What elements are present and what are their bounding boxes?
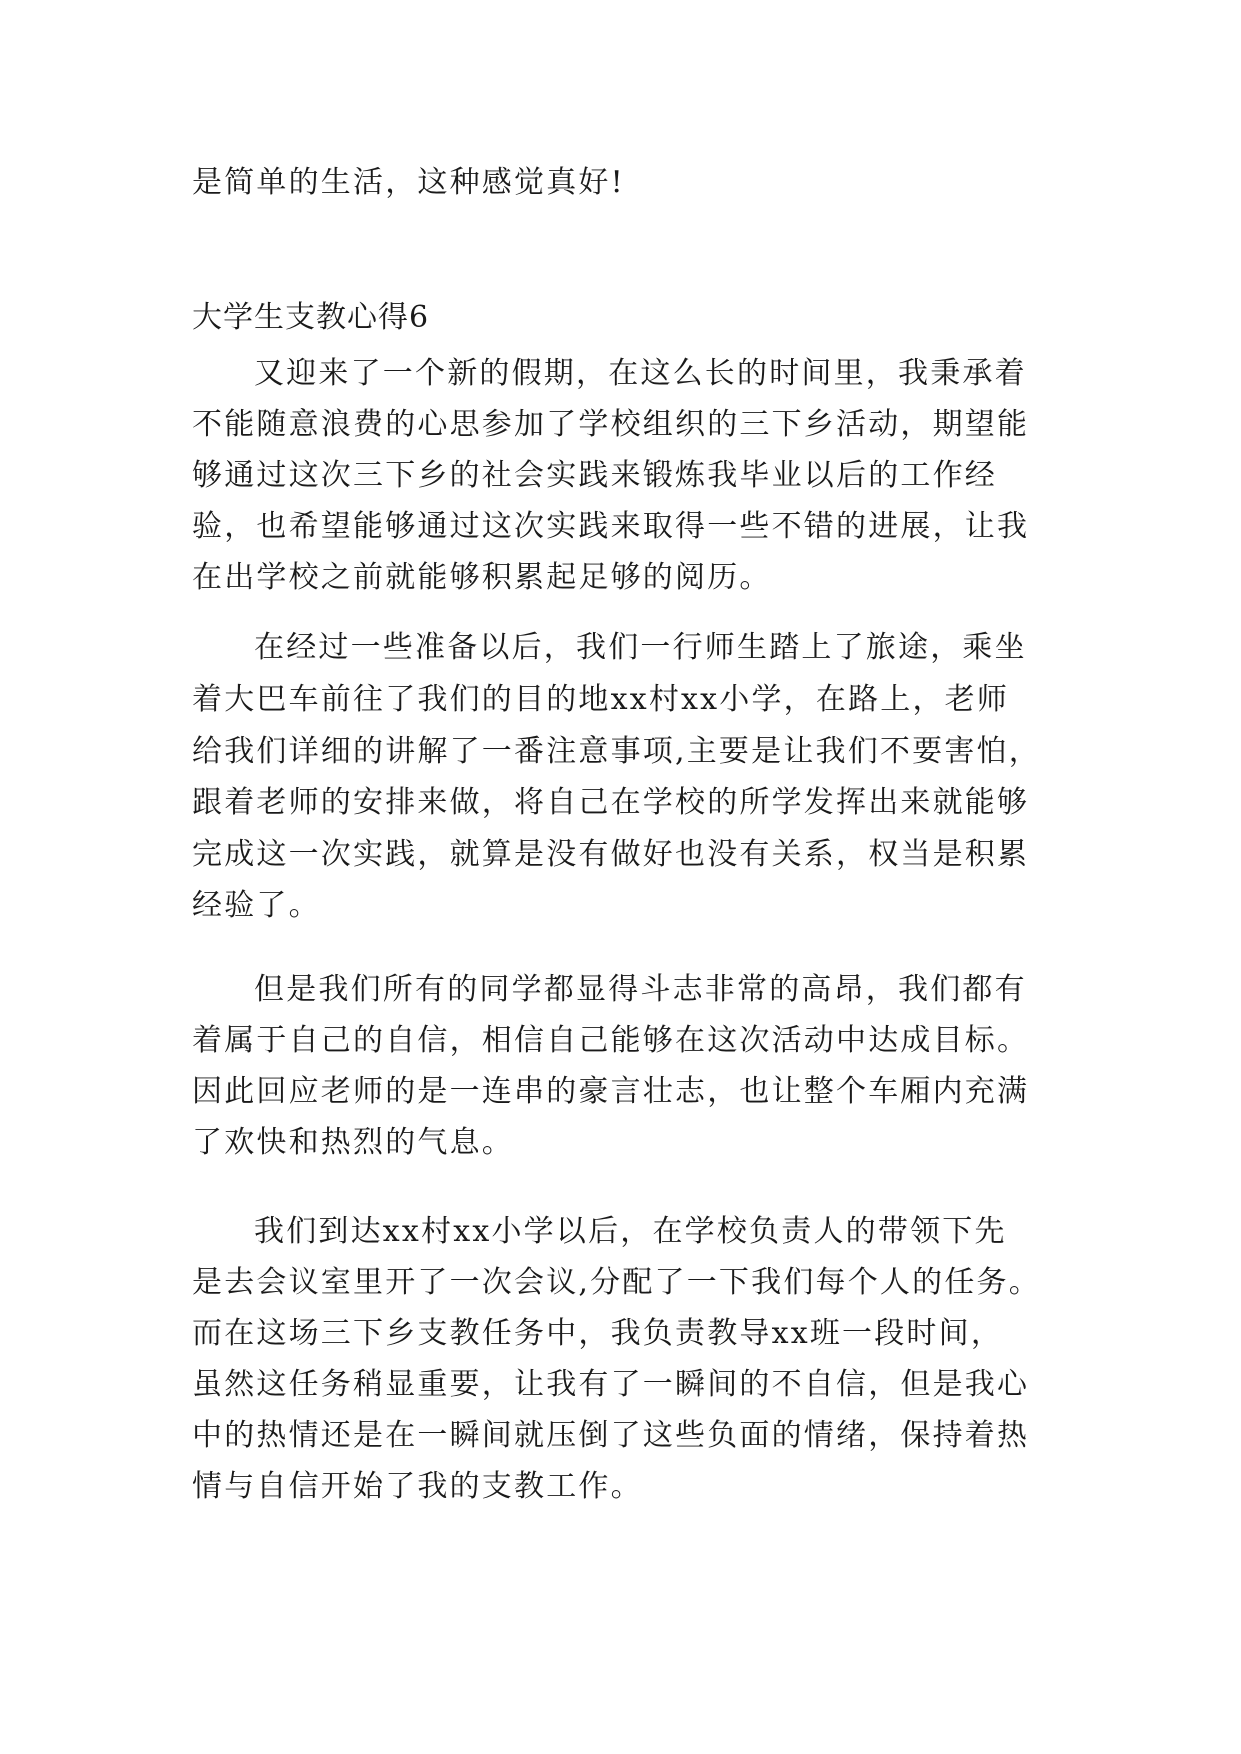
section-heading: 大学生支教心得6 [192,300,430,335]
paragraph-line: 经验了。 [192,888,321,923]
paragraph-line: 在出学校之前就能够积累起足够的阅历。 [192,560,772,595]
paragraph-line: 但是我们所有的同学都显得斗志非常的高昂，我们都有 [254,972,1027,1007]
paragraph-line: 我们到达xx村xx小学以后，在学校负责人的带领下先 [254,1214,1007,1249]
paragraph-line: 跟着老师的安排来做，将自己在学校的所学发挥出来就能够 [192,785,1030,820]
paragraph-line: 虽然这任务稍显重要，让我有了一瞬间的不自信，但是我心 [192,1367,1030,1402]
paragraph-line: 因此回应老师的是一连串的豪言壮志，也让整个车厢内充满 [192,1074,1030,1109]
paragraph-line: 了欢快和热烈的气息。 [192,1125,514,1160]
paragraph-line: 完成这一次实践，就算是没有做好也没有关系，权当是积累 [192,837,1030,872]
lead-line: 是简单的生活，这种感觉真好! [192,165,625,200]
paragraph-line: 着属于自己的自信，相信自己能够在这次活动中达成目标。 [192,1023,1030,1058]
paragraph-line: 不能随意浪费的心思参加了学校组织的三下乡活动，期望能 [192,407,1030,442]
paragraph-line: 情与自信开始了我的支教工作。 [192,1469,643,1504]
paragraph-line: 着大巴车前往了我们的目的地xx村xx小学，在路上，老师 [192,682,1010,717]
paragraph-line: 够通过这次三下乡的社会实践来锻炼我毕业以后的工作经 [192,458,997,493]
paragraph-line: 是去会议室里开了一次会议,分配了一下我们每个人的任务。 [192,1265,1041,1300]
paragraph-line: 又迎来了一个新的假期，在这么长的时间里，我秉承着 [254,356,1027,391]
paragraph-line: 中的热情还是在一瞬间就压倒了这些负面的情绪，保持着热 [192,1418,1030,1453]
paragraph-line: 给我们详细的讲解了一番注意事项,主要是让我们不要害怕， [192,734,1041,769]
paragraph-line: 在经过一些准备以后，我们一行师生踏上了旅途，乘坐 [254,630,1027,665]
paragraph-line: 而在这场三下乡支教任务中，我负责教导xx班一段时间， [192,1316,1004,1351]
paragraph-line: 验，也希望能够通过这次实践来取得一些不错的进展，让我 [192,509,1030,544]
